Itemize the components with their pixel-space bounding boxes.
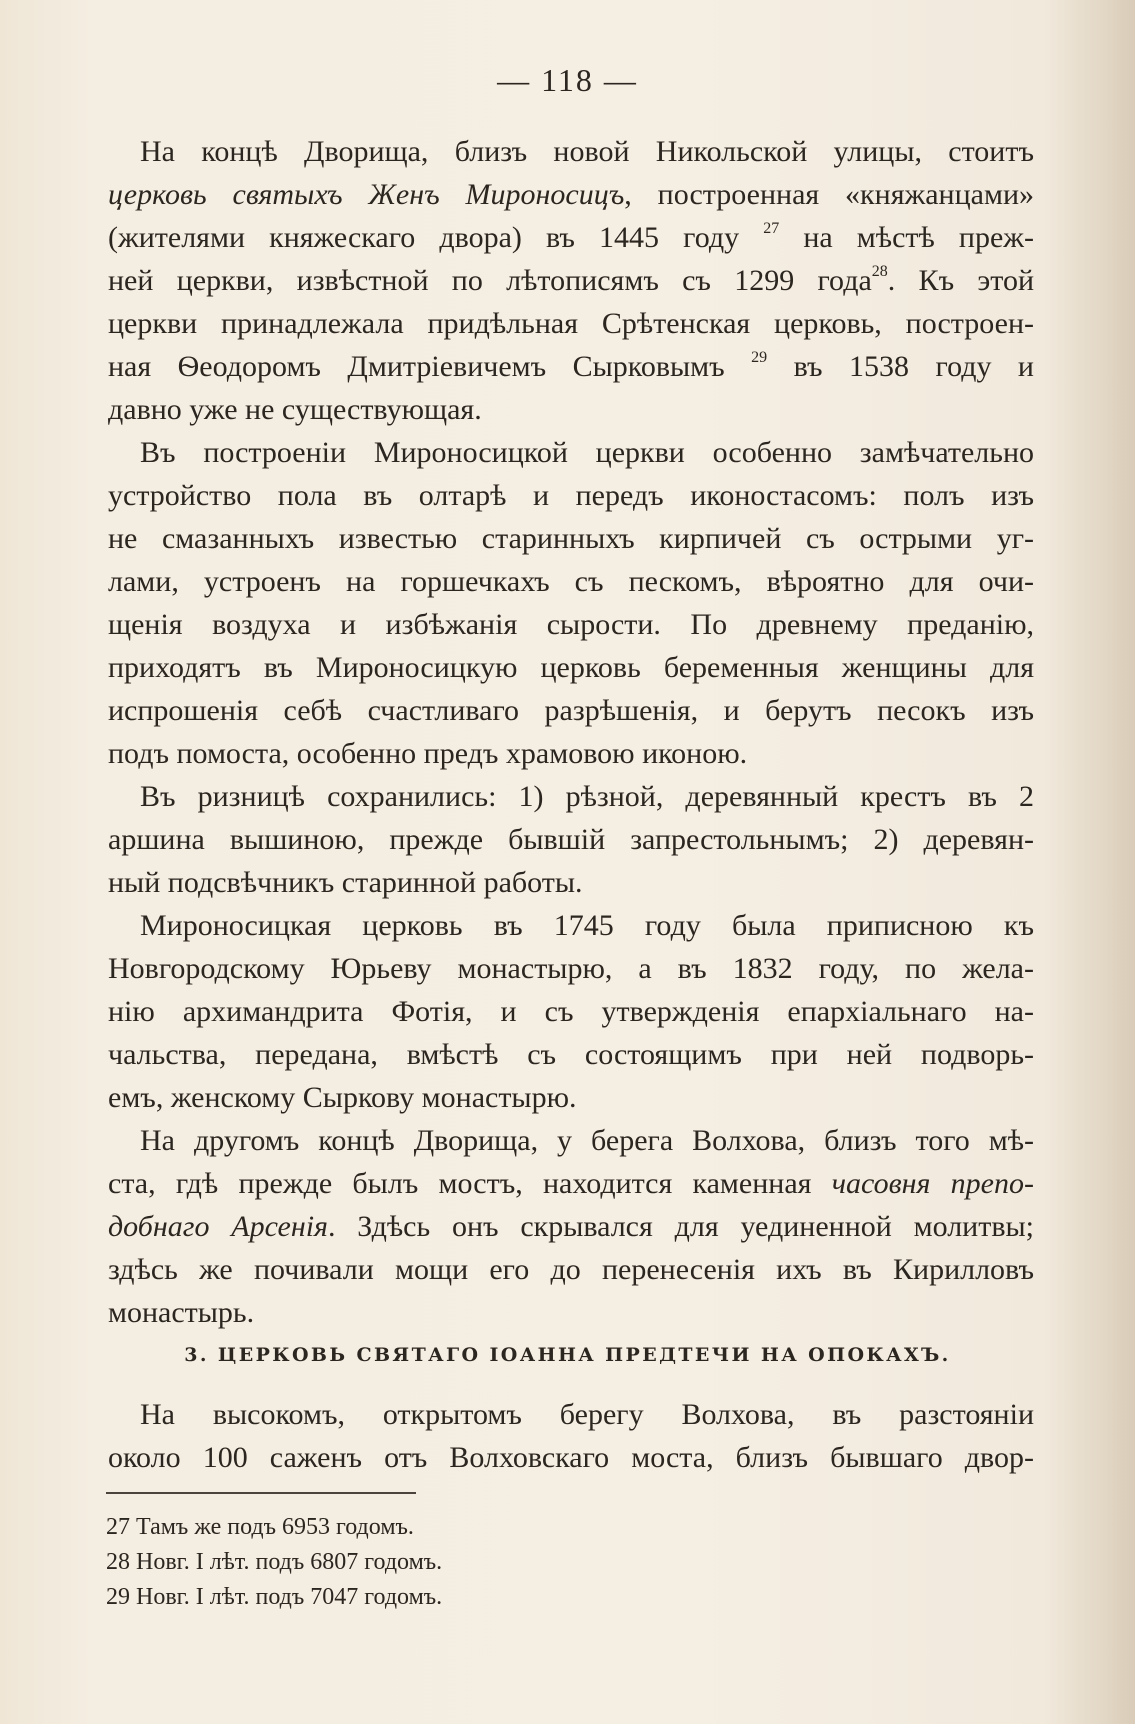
text-span: здѣсь же почивали мощи его до перенесенія ихъ въ Кирилловъ [108,1253,1034,1286]
main-text [108,130,1034,1334]
text-span: ней церкви, извѣстной по лѣтописямъ съ 1299 года [108,264,872,297]
text-line [108,1119,1034,1162]
footnote: 29 Новг. I лѣт. подъ 7047 годомъ. [106,1584,443,1610]
text-span: (жителями княжескаго двора) въ 1445 году [108,221,764,254]
text-span: приходятъ въ Мироносицкую церковь беременныя женщины для [108,651,1034,684]
footnote-ref: 29 [751,349,768,366]
text-span: ный подсвѣчникъ старинной работы. [108,866,583,899]
text-span: щенія воздуха и избѣжанія сырости. По древнему преданію, [108,608,1034,641]
text-span: , построенная «княжанцами» [624,178,1034,211]
section-heading: 3. ЦЕРКОВЬ СВЯТАГО ІОАННА ПРЕДТЕЧИ НА ОПОКАХЪ. [184,1344,951,1366]
text-span: . Къ этой [887,264,1035,297]
text-span: Въ ризницѣ сохранились: 1) рѣзной, деревянный крестъ въ 2 [140,780,1034,813]
text-span: подъ помоста, особенно предъ храмовою иконою. [108,737,748,770]
text-span: церкви принадлежала придѣльная Срѣтенская церковь, построен- [108,307,1034,340]
footnotes [106,1510,442,1615]
section-paragraph [108,1393,1034,1479]
footnote-ref: 28 [871,263,888,280]
text-span: Мироносицкая церковь въ 1745 году была приписною къ [140,909,1034,942]
text-span: Въ построеніи Мироносицкой церкви особенно замѣчательно [140,436,1034,469]
text-span: испрошенія себѣ счастливаго разрѣшенія, и берутъ песокъ изъ [108,694,1034,727]
text-span: не смазанныхъ известью старинныхъ кирпичей съ острыми уг- [108,522,1034,555]
text-line [108,1162,1034,1205]
text-line [108,216,1034,259]
text-line [108,345,1034,388]
text-span: нію архимандрита Фотія, и съ утвержденія епархіальнаго на- [108,995,1034,1028]
text-line [108,302,1034,345]
footnote: 28 Новг. I лѣт. подъ 6807 годомъ. [106,1549,443,1575]
text-span: На концѣ Дворища, близъ новой Никольской улицы, стоитъ [140,135,1034,168]
text-line [108,1436,1034,1479]
text-span: На другомъ концѣ Дворища, у берега Волхова, близъ того мѣ- [140,1124,1034,1157]
italic-text: добнаго Арсенія [108,1210,328,1243]
text-span: емъ, женскому Сыркову монастырю. [108,1081,577,1114]
text-span: около 100 саженъ отъ Волховскаго моста, близъ бывшаго двор- [108,1441,1034,1474]
text-line [108,689,1034,732]
text-span: устройство пола въ олтарѣ и передъ иконостасомъ: полъ изъ [108,479,1034,512]
text-line [108,1076,1034,1119]
text-span: аршина вышиною, прежде бывшій запрестольнымъ; 2) деревян- [108,823,1034,856]
text-line [108,861,1034,904]
italic-text: церковь святыхъ Женъ Мироносицъ [108,178,625,211]
text-span: Новгородскому Юрьеву монастырю, а въ 1832 году, по жела- [108,952,1034,985]
text-line [108,818,1034,861]
text-span: монастырь. [108,1296,255,1329]
italic-text: часовня препо- [831,1167,1034,1200]
text-span: чальства, передана, вмѣстѣ съ состоящимъ при ней подворь- [108,1038,1034,1071]
text-span: въ 1538 году и [767,350,1034,383]
text-span: На высокомъ, открытомъ берегу Волхова, въ разстояніи [140,1398,1034,1431]
text-span: ста, гдѣ прежде былъ мостъ, находится каменная [108,1167,832,1200]
text-span: ная Ѳеодоромъ Дмитріевичемъ Сырковымъ [108,350,752,383]
footnote-ref: 27 [763,220,780,237]
text-line [108,130,1034,173]
footnote-divider [106,1492,416,1494]
text-line [108,1205,1034,1248]
text-span: на мѣстѣ преж- [779,221,1034,254]
paragraph [108,1393,1034,1479]
text-line [108,1033,1034,1076]
text-line [108,775,1034,818]
text-line [108,173,1034,216]
text-line [108,388,1034,431]
paragraph [108,130,1034,431]
text-line [108,732,1034,775]
text-line [108,646,1034,689]
text-span: давно уже не существующая. [108,393,482,426]
footnote: 27 Тамъ же подъ 6953 годомъ. [106,1514,414,1540]
text-line [108,947,1034,990]
paragraph [108,1119,1034,1334]
text-span: . Здѣсь онъ скрывался для уединенной молитвы; [328,1210,1035,1243]
text-line [108,603,1034,646]
paragraph [108,904,1034,1119]
text-line [108,1248,1034,1291]
text-line [108,431,1034,474]
text-line [108,517,1034,560]
text-line [108,560,1034,603]
paragraph [108,775,1034,904]
text-line [108,474,1034,517]
text-line [108,259,1034,302]
text-line [108,1393,1034,1436]
text-line [108,1291,1034,1334]
text-line [108,904,1034,947]
text-line [108,990,1034,1033]
paragraph [108,431,1034,775]
text-span: лами, устроенъ на горшечкахъ съ пескомъ, вѣроятно для очи- [108,565,1034,598]
page-number: — 118 — [497,62,638,98]
